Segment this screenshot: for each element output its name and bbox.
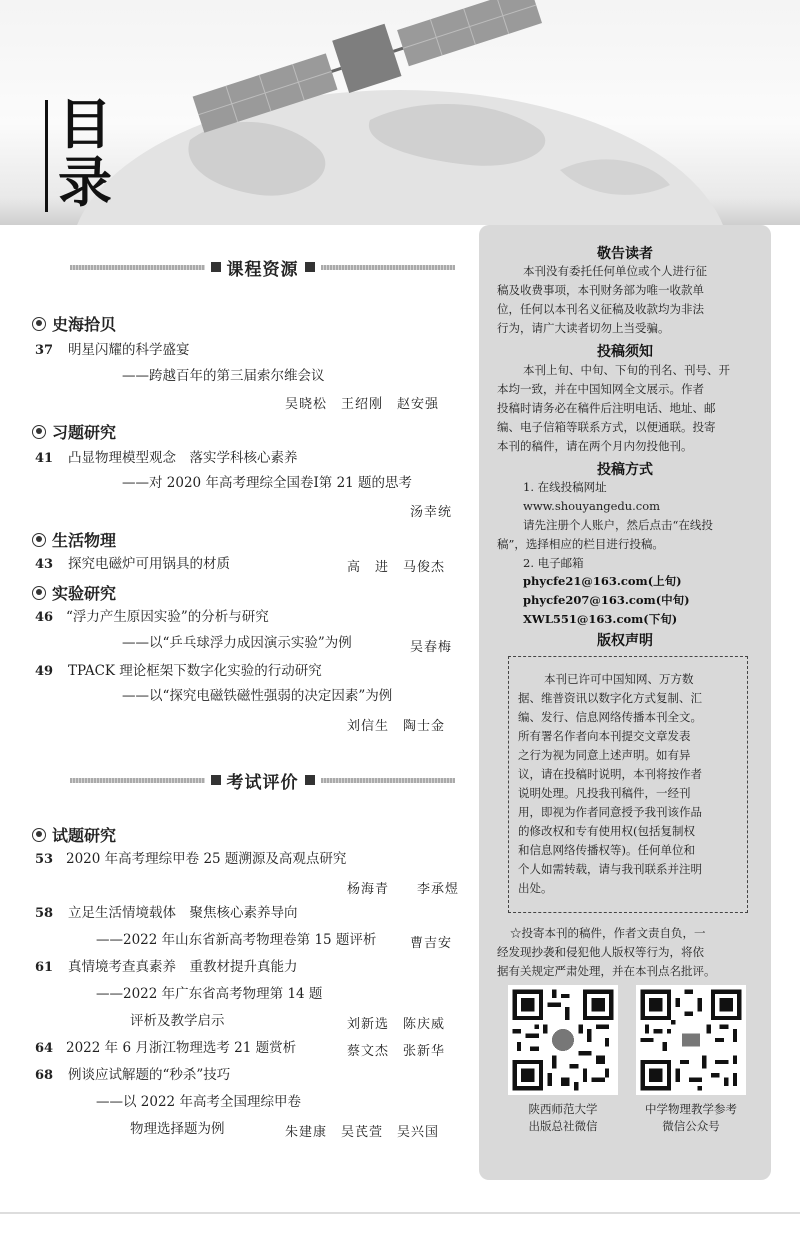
satellite-globe-illustration [40,0,800,225]
page-number: 43 [35,557,54,572]
page-title-char-1: 目 [58,93,112,156]
category-history [32,312,116,335]
article-subtitle: ——以“探究电磁铁磁性强弱的决定因素”为例 [122,688,393,704]
article-subtitle-continued: 物理选择题为例 [130,1121,225,1137]
article-title[interactable]: 立足生活情境载体 聚焦核心素养导向 [68,905,298,921]
article-authors: 吴晓松 王绍刚 赵安强 [285,397,440,412]
category-label: 试题研究 [52,826,117,845]
page-number: 68 [35,1068,54,1083]
section-label: 课程资源 [226,259,299,280]
copyright-line: 议，请在投稿时说明，本刊将按作者 [518,767,702,781]
page-number: 37 [35,343,54,358]
submit-line: 本刊的稿件，请在两个月内勿投他刊。 [497,439,693,453]
category-life [32,528,116,551]
article-subtitle: ——以 2022 年高考全国理综甲卷 [96,1094,301,1110]
page-number: 64 [35,1041,54,1056]
copyright-line: 之行为视为同意上述声明。如有异 [518,748,691,762]
article-title[interactable]: 明星闪耀的科学盛宴 [68,342,190,358]
page-number: 58 [35,906,54,921]
category-label: 生活物理 [52,531,117,550]
category-label: 史海拾贝 [52,315,117,334]
qr1-caption-line: 陕西师范大学 [528,1102,598,1116]
email-address[interactable]: phycfe21@163.com(上旬) [523,574,682,588]
copyright-line: 说明处理。凡投我刊稿件，一经刊 [518,786,691,800]
qr2-caption-line: 微信公众号 [662,1119,720,1133]
circle-bullet-icon [32,425,46,439]
submit-line: 本均一致，并在中国知网全文展示。作者 [497,382,704,396]
circle-bullet-icon [32,828,46,842]
page-number: 53 [35,852,54,867]
article-authors: 汤幸统 [410,505,453,520]
article-title[interactable]: 2020 年高考理综甲卷 25 题溯源及高观点研究 [66,851,347,867]
method-line: 2. 电子邮箱 [523,556,584,570]
section-header-course [70,257,455,280]
article-subtitle: ——跨越百年的第三届索尔维会议 [122,368,325,384]
article-title[interactable]: 2022 年 6 月浙江物理选考 21 题赏析 [66,1040,297,1056]
article-subtitle: ——以“乒乓球浮力成因演示实验”为例 [122,635,352,651]
email-address[interactable]: XWL551@163.com(下旬) [523,612,678,626]
article-authors: 刘信生 陶士金 [347,719,446,734]
qr-code-icon[interactable] [508,985,618,1095]
article-authors: 杨海青 李承煜 [347,882,460,897]
submit-line: 编、电子信箱等联系方式，以便通联。投寄 [497,420,716,434]
qr-code-icon[interactable] [636,985,746,1095]
article-title[interactable]: 例谈应试解题的“秒杀”技巧 [68,1067,231,1083]
article-authors: 蔡文杰 张新华 [347,1044,446,1059]
category-experiment [32,581,116,604]
copyright-line: 所有署名作者向本刊提交文章发表 [518,729,691,743]
copyright-line: 编、发行、信息网络传播本刊全文。 [518,710,702,724]
article-title[interactable]: 探究电磁炉可用锅具的材质 [68,556,230,572]
notice-line: 本刊没有委托任何单位或个人进行征 [523,264,707,278]
category-exercise [32,420,116,443]
email-address[interactable]: phycfe207@163.com(中旬) [523,593,690,607]
copyright-title: 版权声明 [597,633,653,649]
article-authors: 朱建康 吴芪萱 吴兴国 [285,1125,440,1140]
article-title[interactable]: 真情境考查真素养 重教材提升真能力 [68,959,298,975]
method-title: 投稿方式 [597,462,653,478]
copyright-line: 据、维普资讯以数字化方式复制、汇 [518,691,702,705]
article-authors: 刘新选 陈庆威 [347,1017,446,1032]
category-label: 习题研究 [52,423,117,442]
submit-line: 本刊上旬、中旬、下旬的刊名、刊号、开 [523,363,730,377]
copyright-line: 本刊已许可中国知网、万方数 [544,672,694,686]
copyright-line: 个人如需转载，请与我刊联系并注明 [518,862,702,876]
article-authors: 曹吉安 [410,936,453,951]
bottom-rule [0,1212,800,1214]
method-line: 请先注册个人账户，然后点击“在线投 [523,518,713,532]
submit-title: 投稿须知 [597,344,653,360]
article-title[interactable]: “浮力产生原因实验”的分析与研究 [66,609,269,625]
circle-bullet-icon [32,533,46,547]
article-authors: 吴春梅 [410,640,453,655]
article-subtitle: ——2022 年广东省高考物理第 14 题 [96,986,323,1002]
category-exam-question [32,823,116,846]
copyright-line: 的修改权和专有使用权(包括复制权 [518,824,695,838]
section-label: 考试评价 [226,772,299,793]
article-subtitle: ——2022 年山东省新高考物理卷第 15 题评析 [96,932,377,948]
qr1-caption-line: 出版总社微信 [528,1119,598,1133]
notice-line: 行为，请广大读者切勿上当受骗。 [497,321,670,335]
article-title[interactable]: 凸显物理模型观念 落实学科核心素养 [68,450,298,466]
title-rule [45,100,48,212]
notice-line: 稿及收费事项，本刊财务部为唯一收款单 [497,283,704,297]
method-line: 稿”，选择相应的栏目进行投稿。 [497,537,664,551]
page-title-char-2: 录 [58,151,112,214]
page-number: 41 [35,451,54,466]
warning-line: ☆投寄本刊的稿件，作者文责自负，一 [510,926,706,940]
submit-line: 投稿时请务必在稿件后注明电话、地址、邮 [497,401,716,415]
circle-bullet-icon [32,317,46,331]
article-subtitle-continued: 评析及教学启示 [130,1013,225,1029]
section-header-exam [70,770,455,793]
article-subtitle: ——对 2020 年高考理综全国卷Ⅰ第 21 题的思考 [122,475,413,491]
notice-title: 敬告读者 [597,246,653,262]
warning-line: 经发现抄袭和侵犯他人版权等行为，将依 [497,945,704,959]
page-number: 46 [35,610,54,625]
method-line: 1. 在线投稿网址 [523,480,607,494]
online-submission-url[interactable]: www.shouyangedu.com [523,499,661,513]
page-number: 49 [35,664,54,679]
page-number: 61 [35,960,54,975]
copyright-line: 用，即视为作者同意授予我刊该作品 [518,805,702,819]
copyright-line: 和信息网络传播权等)。任何单位和 [518,843,695,857]
circle-bullet-icon [32,586,46,600]
copyright-line: 出处。 [518,881,553,895]
warning-line: 据有关规定严肃处理，并在本刊点名批评。 [497,964,716,978]
article-title[interactable]: TPACK 理论框架下数字化实验的行动研究 [68,663,322,679]
category-label: 实验研究 [52,584,117,603]
article-authors: 高 进 马俊杰 [347,560,446,575]
notice-line: 位，任何以本刊名义征稿及收款均为非法 [497,302,704,316]
qr2-caption-line: 中学物理教学参考 [645,1102,737,1116]
